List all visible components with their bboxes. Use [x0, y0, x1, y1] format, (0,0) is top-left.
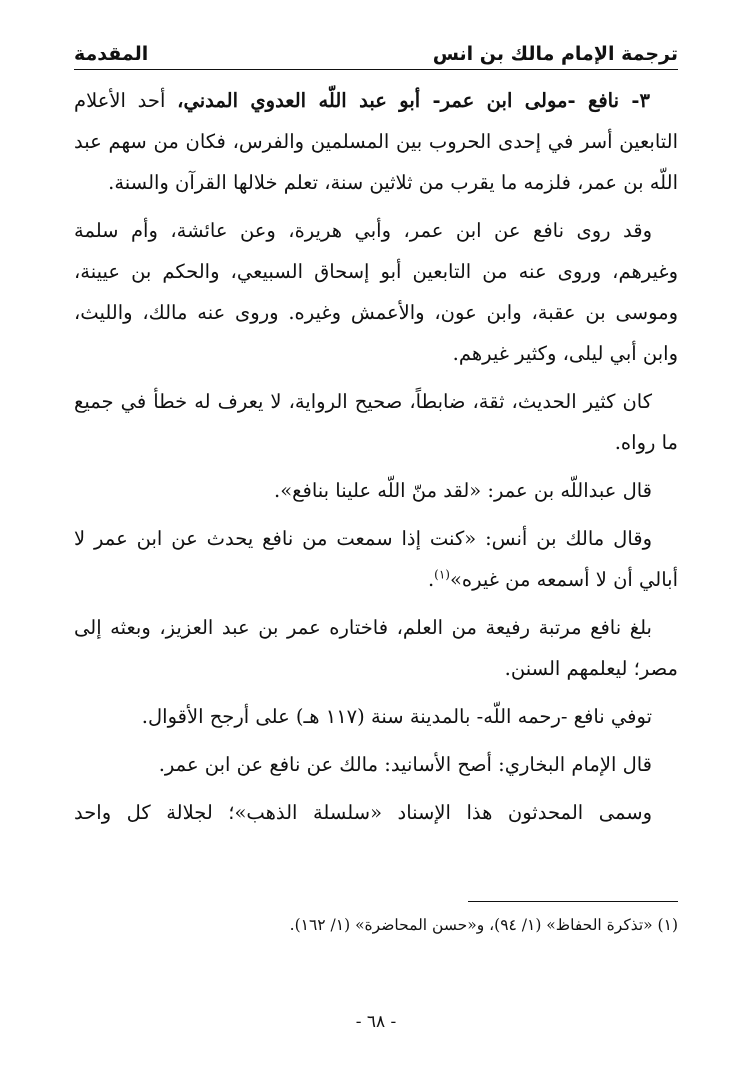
paragraph-nafi-intro: [74, 80, 678, 203]
book-title: ترجمة الإمام مالك بن انس: [432, 43, 678, 65]
footnote: (١) «تذكرة الحفاظ» (١/ ٩٤)، و«حسن المحاضرة» (١/ ١٦٢).: [289, 916, 678, 934]
paragraph-rank: بلغ نافع مرتبة رفيعة من العلم، فاختاره عمر بن عبد العزيز، وبعثه إلى مصر؛ ليعلمهم السنن.: [74, 616, 678, 680]
running-header: [74, 30, 678, 70]
page-number: - ٦٨ -: [355, 1012, 397, 1032]
paragraph-lead: ٣- نافع -مولى ابن عمر- أبو عبد اللّه العدوي المدني،: [177, 89, 650, 112]
footnote-divider: [468, 901, 678, 902]
paragraph-text: وقال مالك بن أنس: «كنت إذا سمعت من نافع يحدث عن ابن عمر لا أبالي أن لا أسمعه من غيره»: [74, 527, 678, 591]
paragraph-narrators: وقد روى نافع عن ابن عمر، وأبي هريرة، وعن عائشة، وأم سلمة وغيرهم، وروى عنه من التابعين أبو إسحاق السبيعي، والحكم بن عيينة، وموسى بن عقبة، وابن عون، والأعمش وغيره. وروى عنه مالك، والليث، وابن أبي ليلى، وكثير غيرهم.: [74, 219, 678, 365]
section-title: المقدمة: [74, 43, 149, 65]
paragraph-quote-ibn-umar: قال عبداللّه بن عمر: «لقد منّ اللّه علينا بنافع».: [274, 479, 652, 502]
paragraph-text: أحد الأعلام التابعين أسر في إحدى الحروب بين المسلمين والفرس، فكان من سهم عبد اللّه بن عمر، فلزمه ما يقرب من ثلاثين سنة، تعلم خلالها القرآن والسنة.: [74, 89, 678, 194]
paragraph-death: توفي نافع -رحمه اللّه- بالمدينة سنة (١١٧ هـ) على أرجح الأقوال.: [141, 705, 652, 728]
paragraph-golden-chain: وسمى المحدثون هذا الإسناد «سلسلة الذهب»؛ لجلالة كل واحد: [74, 801, 652, 824]
page-body: [74, 80, 678, 840]
paragraph-quote-malik: [74, 518, 678, 600]
paragraph-bukhari: قال الإمام البخاري: أصح الأسانيد: مالك عن نافع عن ابن عمر.: [158, 753, 652, 776]
footnote-reference[interactable]: (١): [434, 567, 450, 582]
paragraph-reliability: كان كثير الحديث، ثقة، ضابطاً، صحيح الرواية، لا يعرف له خطأ في جميع ما رواه.: [74, 390, 678, 454]
paragraph-tail: .: [427, 568, 435, 591]
